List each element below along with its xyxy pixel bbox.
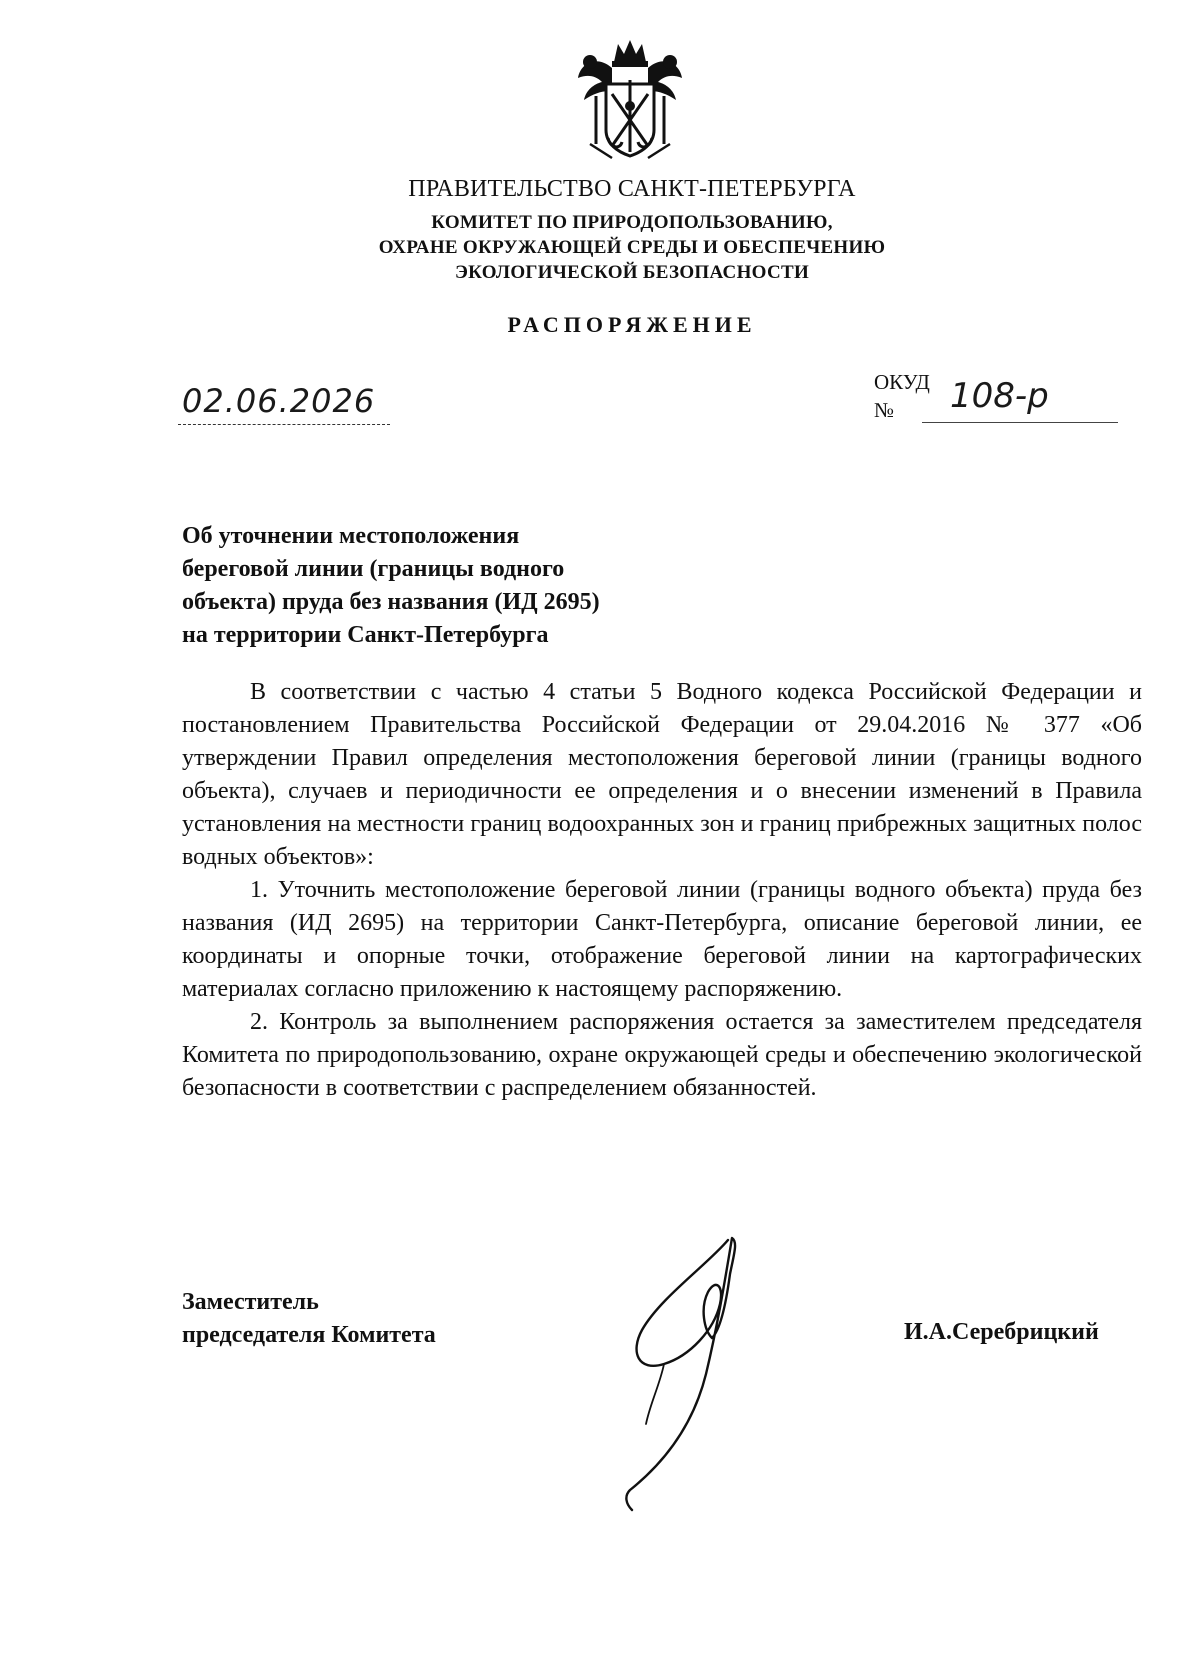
signatory-title-line: председателя Комитета xyxy=(182,1322,436,1348)
item-2-paragraph: 2. Контроль за выполнением распоряжения остается за заместителем председателя Комитета по природопользованию, охране окружающей среды и обеспечению экологической безопасности в соответствии с распределением обязанностей. xyxy=(182,1009,1142,1101)
item-1-paragraph: 1. Уточнить местоположение береговой линии (границы водного объекта) пруда без названия (ИД 2695) на территории Санкт-Петербурга, описание береговой линии, ее координаты и опорные точки, отображение береговой линии на картографических материалах согласно приложению к настоящему распоряжению. xyxy=(182,877,1142,1002)
handwritten-signature-icon xyxy=(620,1234,770,1514)
preamble-paragraph: В соответствии с частью 4 статьи 5 Водного кодекса Российской Федерации и постановлением Правительства Российской Федерации от 29.04.2016 № 377 «Об утверждении Правил определения местоположения береговой линии (границы водного объекта), случаев и периодичности ее определения и о внесении изменений в Правила установления на местности границ водоохранных зон и границ прибрежных защитных полос водных объектов»: xyxy=(182,679,1142,870)
subject-line: Об уточнении местоположения xyxy=(182,523,520,549)
signatory-title xyxy=(182,1286,436,1352)
document-number: 108-р xyxy=(950,376,1049,416)
document-date: 02.06.2026 xyxy=(182,382,376,420)
number-underline xyxy=(922,422,1118,423)
committee-line: КОМИТЕТ ПО ПРИРОДОПОЛЬЗОВАНИЮ, xyxy=(431,212,833,233)
committee-name xyxy=(0,210,1200,285)
document-body xyxy=(182,676,1142,1105)
subject-line: объекта) пруда без названия (ИД 2695) xyxy=(182,589,600,615)
document-type: РАСПОРЯЖЕНИЕ xyxy=(507,312,757,337)
government-title: ПРАВИТЕЛЬСТВО САНКТ-ПЕТЕРБУРГА xyxy=(408,176,856,202)
number-label: № xyxy=(874,398,895,422)
date-underline xyxy=(178,424,390,425)
okud-label: ОКУД xyxy=(874,370,930,394)
subject-line: на территории Санкт-Петербурга xyxy=(182,622,549,648)
committee-line: ОХРАНЕ ОКРУЖАЮЩЕЙ СРЕДЫ И ОБЕСПЕЧЕНИЮ xyxy=(378,237,886,258)
signatory-title-line: Заместитель xyxy=(182,1289,319,1315)
signatory-name: И.А.Серебрицкий xyxy=(904,1319,1099,1345)
coat-of-arms-icon xyxy=(572,34,688,164)
committee-line: ЭКОЛОГИЧЕСКОЙ БЕЗОПАСНОСТИ xyxy=(454,262,810,283)
document-subject xyxy=(182,520,742,652)
subject-line: береговой линии (границы водного xyxy=(182,556,565,582)
